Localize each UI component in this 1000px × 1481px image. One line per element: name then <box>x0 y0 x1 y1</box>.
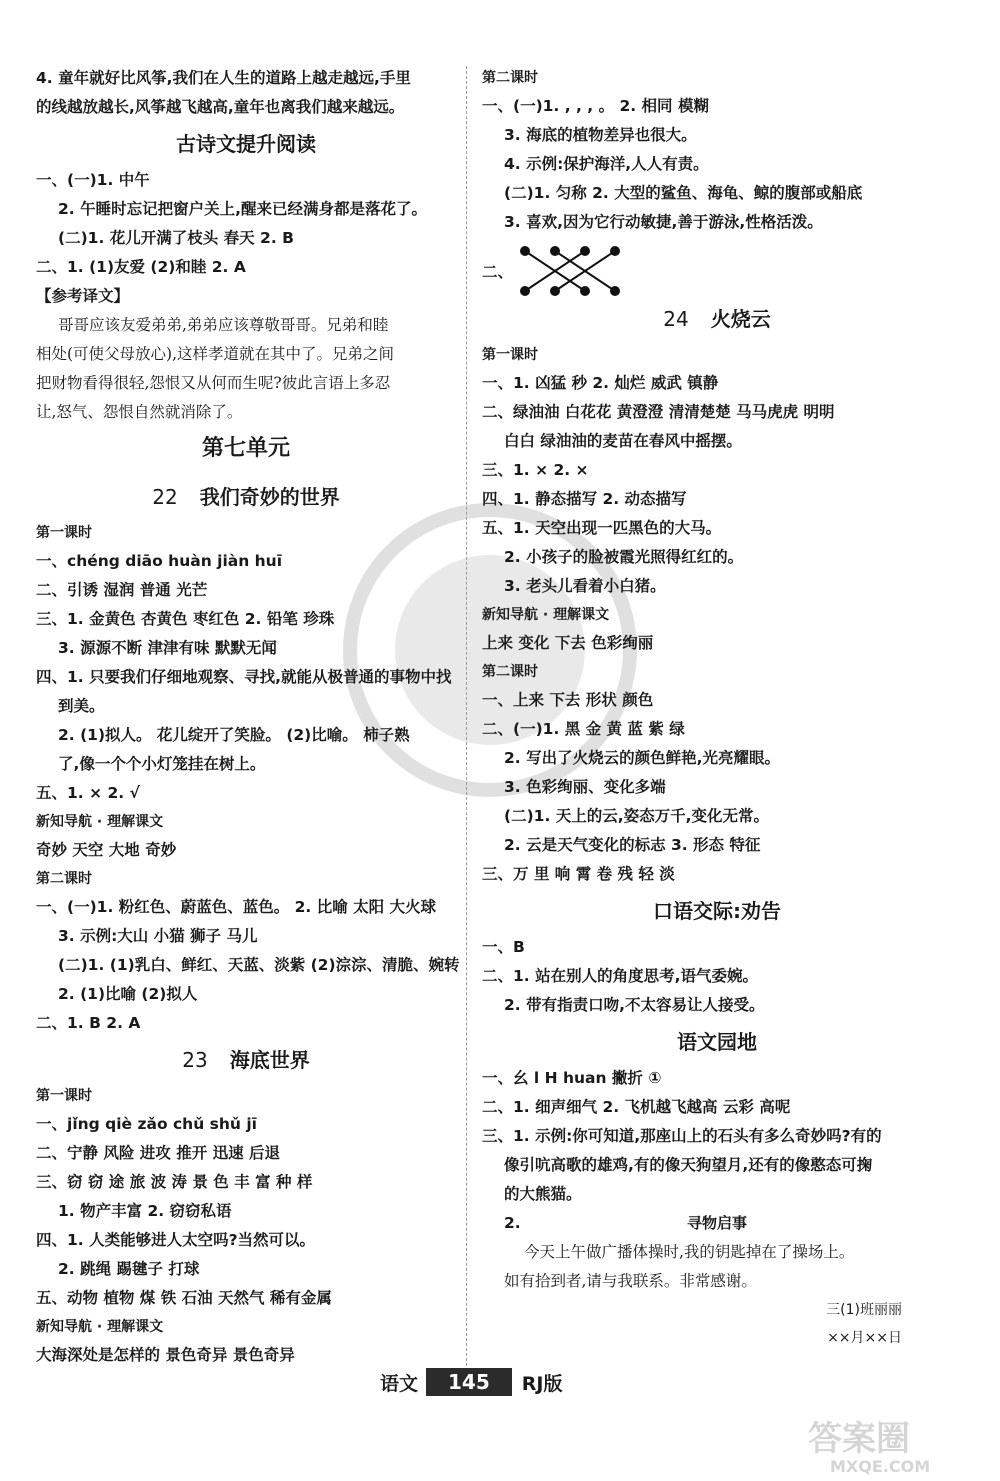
answer-line: 大海深处是怎样的 景色奇异 景色奇异 <box>36 1346 295 1364</box>
signature-line: 三(1)班丽丽 <box>826 1302 902 1318</box>
lesson-number: 23 <box>182 1048 208 1072</box>
answer-line: 【参考译文】 <box>36 287 130 305</box>
answer-line: 四、1. 只要我们仔细地观察、寻找,就能从极普通的事物中找 <box>36 668 452 686</box>
answer-line: 2. 小孩子的脸被霞光照得红红的。 <box>504 548 744 566</box>
answer-line: 3. 喜欢,因为它行动敏捷,善于游泳,性格活泼。 <box>504 213 823 231</box>
answer-line: 今天上午做广播体操时,我的钥匙掉在了操场上。 <box>524 1243 855 1261</box>
lesson-heading <box>36 1046 456 1086</box>
matching-dot <box>550 286 560 296</box>
answer-line: 二、1. 细声细气 2. 飞机越飞越高 云彩 高呢 <box>482 1098 791 1116</box>
answer-line: 3. 源源不断 津津有味 默默无闻 <box>58 639 277 657</box>
answer-line: (二)1. 匀称 2. 大型的鲨鱼、海龟、鲸的腹部或船底 <box>504 184 863 202</box>
answer-line: 2. 午睡时忘记把窗户关上,醒来已经满身都是落花了。 <box>58 200 427 218</box>
footer-subject: 语文 <box>380 1372 419 1395</box>
answer-line: 上来 变化 下去 色彩绚丽 <box>482 634 654 652</box>
column-divider <box>466 66 467 1366</box>
answer-line: 四、1. 静态描写 2. 动态描写 <box>482 490 687 508</box>
sub-heading: 第一课时 <box>36 1088 92 1104</box>
answer-line: 相处(可使父母放心),这样孝道就在其中了。兄弟之间 <box>36 345 395 363</box>
lesson-title: 海底世界 <box>229 1048 310 1072</box>
unit-heading: 第七单元 <box>201 436 290 461</box>
answer-line: 四、1. 人类能够进人太空吗?当然可以。 <box>36 1231 316 1249</box>
sub-heading: 第一课时 <box>482 347 538 363</box>
answer-line: 1. 物产丰富 2. 窃窃私语 <box>58 1202 232 1220</box>
section-heading: 口语交际:劝告 <box>653 899 781 923</box>
answer-line: 一、chéng diāo huàn jiàn huī <box>36 552 283 570</box>
answer-line: 二、1. B 2. A <box>36 1014 141 1032</box>
answer-line: 二、1. 站在别人的角度思考,语气委婉。 <box>482 967 758 985</box>
site-watermark-logo <box>800 1410 970 1476</box>
page-number: 145 <box>426 1368 512 1396</box>
answer-line: 三、1. 示例:你可知道,那座山上的石头有多么奇妙吗?有的 <box>482 1127 882 1145</box>
answer-line: 一、jǐng qiè zǎo chǔ shǔ jī <box>36 1115 257 1133</box>
answer-line: 2. 跳绳 踢毽子 打球 <box>58 1260 200 1278</box>
answer-line: 二、宁静 风险 进攻 推开 迅速 后退 <box>36 1144 280 1162</box>
answer-line: 的大熊猫。 <box>504 1185 582 1203</box>
lesson-heading <box>482 305 952 345</box>
answer-line: 奇妙 天空 大地 奇妙 <box>36 841 177 859</box>
answer-line: 一、上来 下去 形状 颜色 <box>482 691 654 709</box>
lesson-title: 我们奇妙的世界 <box>199 485 340 509</box>
page-footer <box>380 1364 562 1400</box>
answer-line: 2. (1)拟人。 花儿绽开了笑脸。 (2)比喻。 柿子熟 <box>58 726 410 744</box>
answer-line: 三、1. 金黄色 杏黄色 枣红色 2. 铅笔 珍珠 <box>36 610 335 628</box>
answer-line: 一、(一)1. , , , 。 2. 相同 模糊 <box>482 97 709 115</box>
answer-line: 二、绿油油 白花花 黄澄澄 清清楚楚 马马虎虎 明明 <box>482 403 835 421</box>
sub-heading: 第一课时 <box>36 525 92 541</box>
notice-title: 寻物启事 <box>686 1214 747 1232</box>
answer-line: 2. 带有指责口吻,不太容易让人接受。 <box>504 996 765 1014</box>
matching-lines-diagram <box>515 243 635 299</box>
answer-line: 二、引诱 湿润 普通 光芒 <box>36 581 208 599</box>
answer-line: 了,像一个个小灯笼挂在树上。 <box>58 755 266 773</box>
answer-line: 让,怒气、怨恨自然就消除了。 <box>36 403 243 421</box>
answer-line: 4. 童年就好比风筝,我们在人生的道路上越走越远,手里 <box>36 69 411 87</box>
lesson-number: 22 <box>152 485 178 509</box>
answer-line: 如有拾到者,请与我联系。非常感谢。 <box>504 1272 757 1290</box>
answer-line: 一、1. 凶猛 秒 2. 灿烂 威武 镇静 <box>482 374 719 392</box>
answer-line: 五、1. × 2. √ <box>36 784 140 802</box>
notice-label: 2. <box>504 1214 521 1232</box>
footer-version: RJ版 <box>521 1372 563 1395</box>
answer-line: 二、1. (1)友爱 (2)和睦 2. A <box>36 258 246 276</box>
answer-line: 3. 示例:大山 小猫 狮子 马儿 <box>58 927 258 945</box>
lesson-number: 24 <box>663 307 689 331</box>
answer-line: 一、(一)1. 粉红色、蔚蓝色、蓝色。 2. 比喻 太阳 大火球 <box>36 898 436 916</box>
answer-line: (二)1. 天上的云,姿态万千,变化无常。 <box>504 807 770 825</box>
matching-dot <box>520 286 530 296</box>
watermark-url: MXQE.COM <box>830 1457 931 1476</box>
answer-line: 3. 色彩绚丽、变化多端 <box>504 778 666 796</box>
answer-line: 三、万 里 响 霄 卷 残 轻 淡 <box>482 865 675 883</box>
answer-line: 3. 海底的植物差异也很大。 <box>504 126 697 144</box>
answer-line: 把财物看得很轻,怨恨又从何而生呢?彼此言语上多忍 <box>36 374 391 392</box>
matching-dot <box>610 286 620 296</box>
sub-heading: 第二课时 <box>36 871 92 887</box>
answer-line: 2. 云是天气变化的标志 3. 形态 特征 <box>504 836 761 854</box>
matching-dot <box>550 246 560 256</box>
left-column <box>36 68 460 1374</box>
right-column <box>482 68 952 1356</box>
section-heading: 语文园地 <box>677 1030 757 1054</box>
matching-dot <box>610 246 620 256</box>
answer-line: 4. 示例:保护海洋,人人有责。 <box>504 155 709 173</box>
matching-dot <box>520 246 530 256</box>
sub-heading: 新知导航 · 理解课文 <box>482 607 610 623</box>
answer-line: 2. (1)比喻 (2)拟人 <box>58 985 198 1003</box>
answer-line: 一、(一)1. 中午 <box>36 171 150 189</box>
answer-line: 白白 绿油油的麦苗在春风中摇摆。 <box>504 432 742 450</box>
sub-heading: 新知导航 · 理解课文 <box>36 814 164 830</box>
answer-line: 2. 写出了火烧云的颜色鲜艳,光亮耀眼。 <box>504 749 780 767</box>
signature-line: ××月××日 <box>827 1330 902 1346</box>
sub-heading: 第二课时 <box>482 664 538 680</box>
matching-dot <box>580 246 590 256</box>
matching-dot <box>580 286 590 296</box>
sub-heading: 第二课时 <box>482 70 538 86</box>
notice-title-line <box>482 1213 952 1242</box>
matching-answer <box>482 241 952 301</box>
lesson-heading <box>36 483 456 523</box>
answer-line: 三、窃 窃 途 旅 波 涛 景 色 丰 富 种 样 <box>36 1173 313 1191</box>
answer-line: 的线越放越长,风筝越飞越高,童年也离我们越来越远。 <box>36 98 405 116</box>
answer-line: (二)1. 花儿开满了枝头 春天 2. B <box>58 229 294 247</box>
answer-line: 3. 老头儿看着小白猪。 <box>504 577 666 595</box>
answer-line: 像引吭高歌的雄鸡,有的像天狗望月,还有的像憨态可掬 <box>504 1156 873 1174</box>
watermark-text: 答案圈 <box>808 1419 910 1459</box>
answer-line: 五、动物 植物 煤 铁 石油 天然气 稀有金属 <box>36 1289 332 1307</box>
lesson-title: 火烧云 <box>710 307 771 331</box>
answer-line: 一、B <box>482 938 525 956</box>
matching-label: 二、 <box>482 263 514 281</box>
section-heading: 古诗文提升阅读 <box>176 132 316 156</box>
answer-line: 一、幺 l H huan 撇折 ① <box>482 1069 662 1087</box>
answer-line: 二、(一)1. 黑 金 黄 蓝 紫 绿 <box>482 720 685 738</box>
answer-line: 五、1. 天空出现一匹黑色的大马。 <box>482 519 722 537</box>
answer-line: 三、1. × 2. × <box>482 461 589 479</box>
answer-line: 到美。 <box>58 697 105 715</box>
answer-line: 哥哥应该友爱弟弟,弟弟应该尊敬哥哥。兄弟和睦 <box>58 316 389 334</box>
sub-heading: 新知导航 · 理解课文 <box>36 1319 164 1335</box>
answer-line: (二)1. (1)乳白、鲜红、天蓝、淡紫 (2)淙淙、清脆、婉转 <box>58 956 460 974</box>
